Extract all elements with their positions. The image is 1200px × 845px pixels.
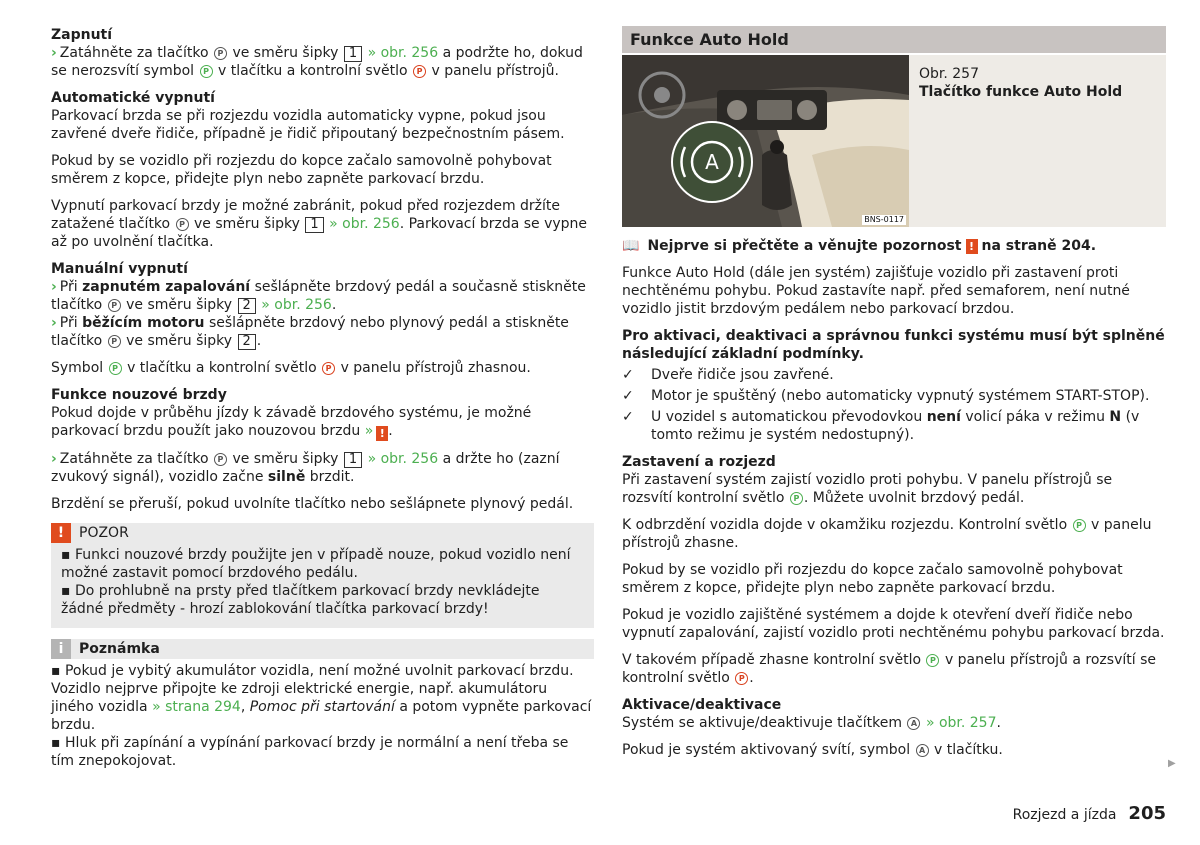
auto-hold-light-icon: P [926, 654, 939, 667]
instruction-emergency: › Zatáhněte za tlačítko P ve směru šipky 1 » obr. 256 a držte ho (zazní zvukový signál), vozidlo začne silně brzdit. [51, 451, 560, 485]
figure-link[interactable]: » obr. 256 [329, 216, 400, 232]
paragraph-intro: Funkce Auto Hold (dále jen systém) zajišťuje vozidlo při zastavení proti nechtěnému pohybu. Pokud zastavíte např. před semaforem, není nutné vozidlo jistit brzdovým pedálem nebo parkovací brzdou. [622, 265, 1130, 317]
figure-link[interactable]: » obr. 256 [367, 45, 439, 61]
section-heading-stop: Zastavení a rozjezd [622, 454, 776, 470]
page-link[interactable]: » strana 294 [152, 699, 241, 715]
note-title: Poznámka [79, 641, 160, 657]
parking-brake-warning-icon: P [735, 672, 748, 685]
conditions-heading: Pro aktivaci, deaktivaci a správnou funkci systému musí být splněné následující základní podmínky. [622, 328, 1165, 362]
warning-icon: ! [51, 523, 71, 543]
auto-hold-button-icon: A [916, 744, 929, 757]
auto-hold-icon: A [705, 150, 719, 174]
parking-brake-icon: P [214, 453, 227, 466]
warning-text: ▪ Funkci nouzové brzdy použijte jen v případě nouze, pokud vozidlo není možné zastavit pomocí brzdového pedálu. ▪ Do prohlubně na prsty před tlačítkem parkovací brzdy nevkládejte žádné předměty - hrozí zablokování tlačítka parkovací brzdy! [61, 547, 571, 617]
figure-caption [909, 55, 1122, 227]
arrow-icon: › [51, 279, 57, 295]
figure-code: BNS-0117 [864, 215, 904, 224]
list-item: ✓ Dveře řidiče jsou zavřené. [622, 367, 834, 383]
parking-brake-icon: P [214, 47, 227, 60]
section-heading-manual: Manuální vypnutí [51, 261, 188, 277]
check-icon: ✓ [622, 409, 634, 425]
auto-hold-light-icon: P [790, 492, 803, 505]
parking-brake-warning-icon: P [322, 362, 335, 375]
figure [622, 55, 1166, 227]
page-number: 205 [1128, 803, 1166, 824]
section-heading-zapnuti: Zapnutí [51, 27, 113, 43]
arrow-number-box: 2 [238, 298, 256, 314]
figure-link[interactable]: » obr. 256 [261, 297, 332, 313]
check-icon: ✓ [622, 367, 634, 383]
paragraph-interrupt: Brzdění se přeruší, pokud uvolníte tlačítko nebo sešlápnete plynový pedál. [51, 496, 574, 512]
figure-number: Obr. 257 [919, 66, 979, 82]
note-box [51, 639, 594, 770]
info-icon: i [51, 639, 71, 659]
section-heading-emergency: Funkce nouzové brzdy [51, 387, 227, 403]
instruction-zapnuti: › Zatáhněte za tlačítko P ve směru šipky 1 » obr. 256 a podržte ho, dokud se nerozsvítí symbol P v tlačítku a kontrolní světlo P v panelu přístrojů. [51, 45, 583, 79]
arrow-icon: › [51, 45, 57, 61]
parking-brake-icon: P [108, 335, 121, 348]
figure-image [622, 55, 909, 227]
footer-section: Rozjezd a jízda [1012, 807, 1117, 823]
paragraph-door: Pokud je vozidlo zajištěné systémem a dojde k otevření dveří řidiče nebo vypnutí zapalování, zajistí vozidlo proti nechtěnému pohybu parkovací brzda. [622, 607, 1165, 641]
section-title: Funkce Auto Hold [622, 26, 1166, 53]
paragraph-hill: Pokud by se vozidlo při rozjezdu do kopce začalo samovolně pohybovat směrem z kopce, přidejte plyn nebo zapněte parkovací brzdu. [51, 153, 552, 187]
paragraph-emergency: Pokud dojde v průběhu jízdy k závadě brzdového systému, je možné parkovací brzdu použít jako nouzovou brzdu » ! . [51, 405, 532, 440]
note-text: ▪ Pokud je vybitý akumulátor vozidla, není možné uvolnit parkovací brzdu. Vozidlo nejprve připojte ke zdroji elektrické energie, např. akumulátoru jiného vozidla » strana 294, Pomoc při startování a potom vypněte parkovací brzdu. ▪ Hluk při zapínání a vypínání parkovací brzdy je normální a není třeba se tím znepokojovat. [51, 663, 592, 769]
paragraph-activation: Systém se aktivuje/deaktivuje tlačítkem A » obr. 257. [622, 715, 1001, 731]
warning-link[interactable]: » [364, 423, 374, 439]
warning-box [51, 523, 594, 628]
auto-hold-button-icon: A [907, 717, 920, 730]
read-first-line: 📖 Nejprve si přečtěte a věnujte pozornost ! na straně 204. [622, 238, 1097, 254]
parking-brake-warning-icon: P [413, 65, 426, 78]
paragraph-symbol: Symbol P v tlačítku a kontrolní světlo P v panelu přístrojů zhasnou. [51, 360, 531, 376]
paragraph-hill: Pokud by se vozidlo při rozjezdu do kopce začalo samovolně pohybovat směrem z kopce, přidejte plyn nebo zapněte parkovací brzdu. [622, 562, 1123, 596]
car-interior-image [622, 55, 909, 227]
next-page-arrow-icon[interactable]: ▶ [1168, 758, 1176, 769]
paragraph-case: V takovém případě zhasne kontrolní světlo P v panelu přístrojů a rozsvítí se kontrolní světlo P . [622, 652, 1156, 686]
warning-icon: ! [376, 426, 388, 441]
parking-brake-icon: P [200, 65, 213, 78]
parking-brake-icon: P [109, 362, 122, 375]
paragraph-stop: Při zastavení systém zajistí vozidlo proti pohybu. V panelu přístrojů se rozsvítí kontrolní světlo P . Můžete uvolnit brzdový pedál. [622, 472, 1113, 506]
warning-icon: ! [966, 239, 978, 254]
instruction-manual-2: › Při běžícím motoru sešlápněte brzdový nebo plynový pedál a stiskněte tlačítko P ve směru šipky 2 . [51, 315, 569, 349]
note-header [51, 639, 594, 659]
figure-link[interactable]: » obr. 256 [367, 451, 439, 467]
page-footer [1013, 805, 1166, 824]
instruction-manual-1: › Při zapnutém zapalování sešlápněte brzdový pedál a současně stiskněte tlačítko P ve směru šipky 2 » obr. 256. [51, 279, 586, 313]
warning-title: POZOR [79, 525, 129, 541]
left-column [51, 26, 594, 770]
figure-title: Tlačítko funkce Auto Hold [919, 84, 1123, 100]
right-column [622, 26, 1166, 759]
arrow-number-box: 2 [238, 334, 256, 350]
paragraph-start: K odbrzdění vozidla dojde v okamžiku rozjezdu. Kontrolní světlo P v panelu přístrojů zhasne. [622, 517, 1152, 551]
section-heading-auto: Automatické vypnutí [51, 90, 215, 106]
paragraph-prevent: Vypnutí parkovací brzdy je možné zabránit, pokud před rozjezdem držíte zatažené tlačítko P ve směru šipky 1 » obr. 256. Parkovací brzda se vypne až po uvolnění tlačítka. [51, 198, 588, 250]
auto-hold-light-icon: P [1073, 519, 1086, 532]
warning-header [51, 523, 594, 543]
arrow-number-box: 1 [344, 452, 362, 468]
arrow-icon: › [51, 451, 57, 467]
paragraph-active: Pokud je systém aktivovaný svítí, symbol A v tlačítku. [622, 742, 1003, 758]
book-icon: 📖 [622, 238, 640, 254]
section-heading-activation: Aktivace/deaktivace [622, 697, 782, 713]
arrow-number-box: 1 [305, 217, 323, 233]
arrow-icon: › [51, 315, 57, 331]
parking-brake-icon: P [108, 299, 121, 312]
conditions-list [622, 366, 1166, 444]
parking-brake-icon: P [176, 218, 189, 231]
list-item: ✓ Motor je spuštěný (nebo automaticky vypnutý systémem START-STOP). [622, 388, 1150, 404]
check-icon: ✓ [622, 388, 634, 404]
paragraph-auto: Parkovací brzda se při rozjezdu vozidla automaticky vypne, pokud jsou zavřené dveře řidiče, případně je řidič připoutaný bezpečnostním pásem. [51, 108, 565, 142]
arrow-number-box: 1 [344, 46, 362, 62]
list-item: ✓ U vozidel s automatickou převodovkou není volicí páka v režimu N (v tomto režimu je systém nedostupný). [622, 409, 1140, 443]
figure-link[interactable]: » obr. 257 [925, 715, 997, 731]
